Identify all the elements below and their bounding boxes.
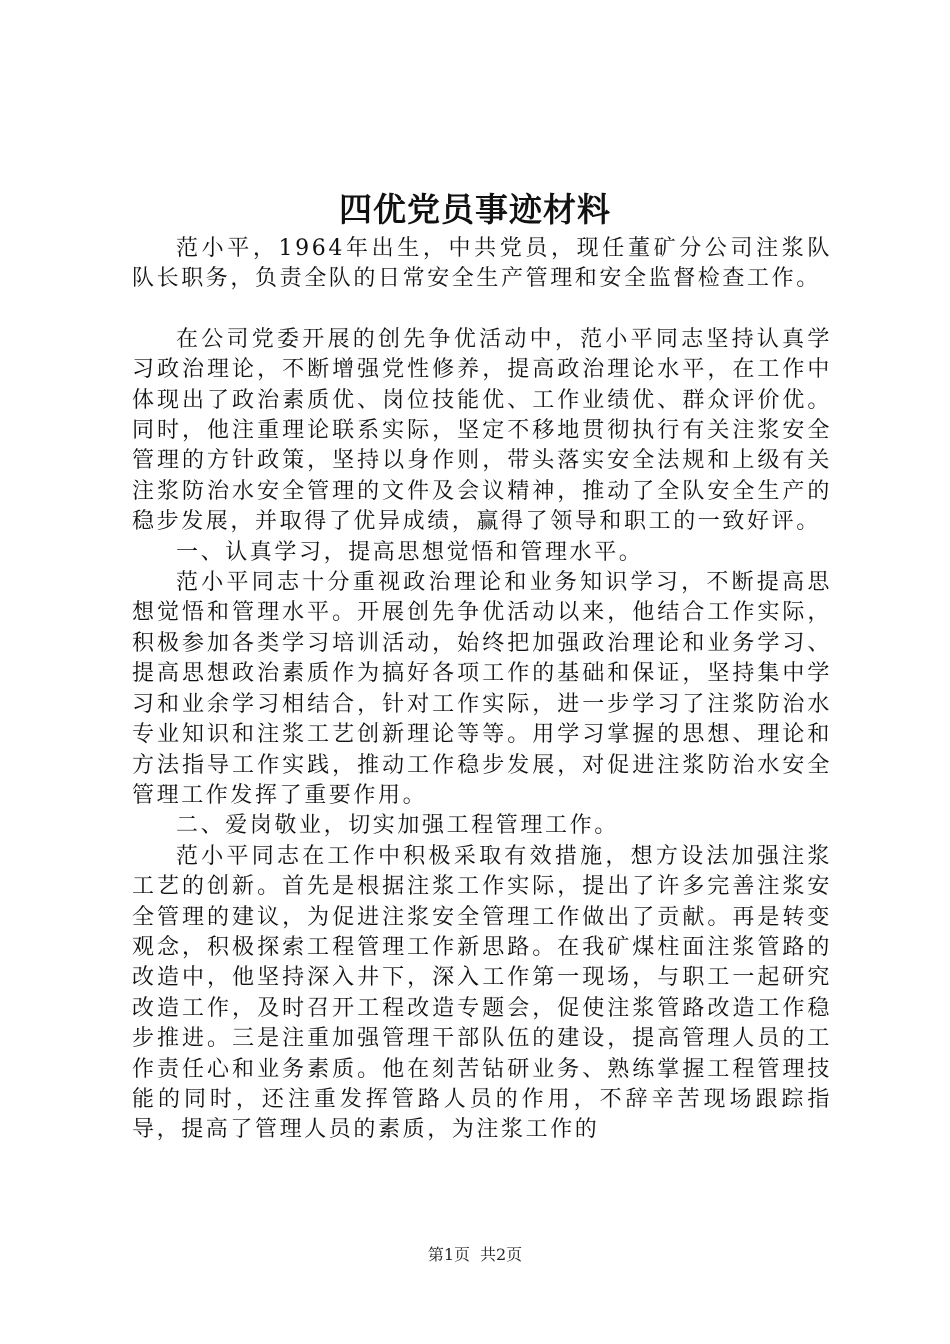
page-footer [0,1244,950,1266]
paragraph-section-2: 范小平同志在工作中积极采取有效措施，想方设法加强注浆工艺的创新。首先是根据注浆工作实际，提出了许多完善注浆安全管理的建议，为促进注浆安全管理工作做出了贡献。再是转变观念，积极探索工程管理工作新思路。在我矿煤柱面注浆管路的改造中，他坚持深入井下，深入工作第一现场，与职工一起研究改造工作，及时召开工程改造专题会，促使注浆管路改造工作稳步推进。三是注重加强管理干部队伍的建设，提高管理人员的工作责任心和业务素质。他在刻苦钻研业务、熟练掌握工程管理技能的同时，还注重发挥管路人员的作用，不辞辛苦现场跟踪指导，提高了管理人员的素质，为注浆工作的 [132,843,832,1143]
section-heading-1: 一、认真学习，提高思想觉悟和管理水平。 [176,539,644,565]
page-number: 第1页 [427,1245,470,1264]
paragraph-intro: 范小平，1964年出生，中共党员，现任董矿分公司注浆队队长职务，负责全队的日常安全生产管理和安全监督检查工作。 [132,236,832,292]
paragraph-section-1: 范小平同志十分重视政治理论和业务知识学习，不断提高思想觉悟和管理水平。开展创先争优活动以来，他结合工作实际，积极参加各类学习培训活动，始终把加强政治理论和业务学习、提高思想政治素质作为搞好各项工作的基础和保证，坚持集中学习和业余学习相结合，针对工作实际，进一步学习了注浆防治水专业知识和注浆工艺创新理论等等。用学习掌握的思想、理论和方法指导工作实践，推动工作稳步发展，对促进注浆防治水安全管理工作发挥了重要作用。 [132,570,832,808]
document-title: 四优党员事迹材料 [339,190,611,229]
paragraph-summary: 在公司党委开展的创先争优活动中，范小平同志坚持认真学习政治理论，不断增强党性修养，提高政治理论水平，在工作中体现出了政治素质优、岗位技能优、工作业绩优、群众评价优。同时，他注重理论联系实际，坚定不移地贯彻执行有关注浆安全管理的方针政策，坚持以身作则，带头落实安全法规和上级有关注浆防治水安全管理的文件及会议精神，推动了全队安全生产的稳步发展，并取得了优异成绩，赢得了领导和职工的一致好评。 [132,326,832,535]
page-total: 共2页 [480,1245,523,1264]
section-heading-2: 二、爱岗敬业，切实加强工程管理工作。 [176,813,619,839]
document-body [132,234,832,1146]
